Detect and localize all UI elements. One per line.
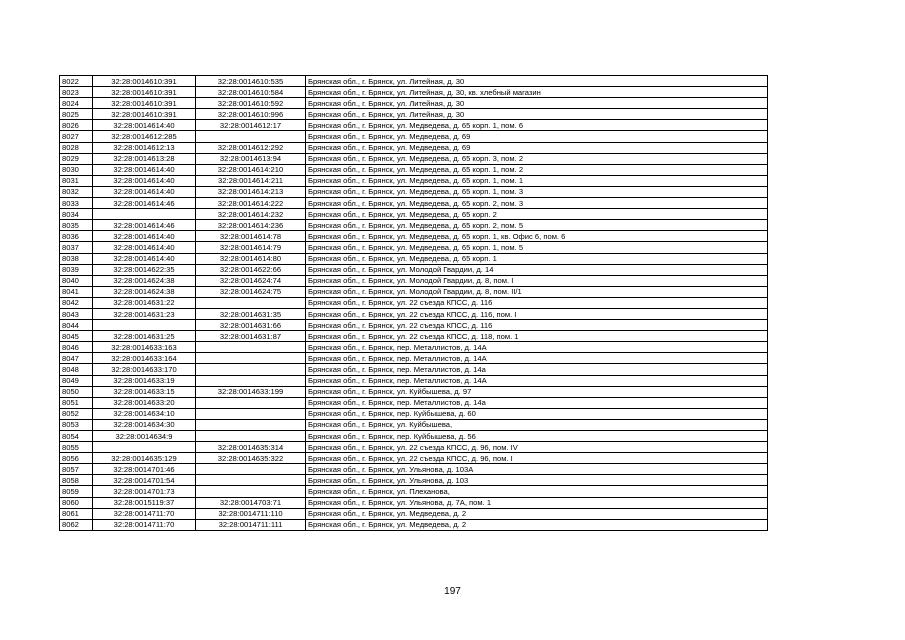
address-cell: Брянская обл., г. Брянск, ул. 22 съезда КПСС, д. 116 (306, 297, 768, 308)
row-number-cell: 8054 (60, 431, 93, 442)
address-cell: Брянская обл., г. Брянск, пер. Металлистов, д. 14а (306, 364, 768, 375)
land-cadastral-number-cell: 32:28:0014634:30 (93, 419, 196, 430)
land-cadastral-number-cell: 32:28:0014610:391 (93, 109, 196, 120)
address-cell: Брянская обл., г. Брянск, ул. 22 съезда КПСС, д. 116 (306, 320, 768, 331)
table-row (60, 431, 768, 442)
address-cell: Брянская обл., г. Брянск, ул. Литейная, д. 30 (306, 76, 768, 87)
table-row (60, 486, 768, 497)
address-cell: Брянская обл., г. Брянск, ул. Медведева, д. 65 корп. 2, пом. 5 (306, 220, 768, 231)
table-row (60, 153, 768, 164)
object-cadastral-number-cell (196, 475, 306, 486)
object-cadastral-number-cell: 32:28:0014703:71 (196, 497, 306, 508)
object-cadastral-number-cell (196, 353, 306, 364)
object-cadastral-number-cell (196, 397, 306, 408)
address-cell: Брянская обл., г. Брянск, ул. Плеханова, (306, 486, 768, 497)
object-cadastral-number-cell (196, 419, 306, 430)
row-number-cell: 8030 (60, 164, 93, 175)
row-number-cell: 8052 (60, 408, 93, 419)
table-row (60, 87, 768, 98)
table-row (60, 297, 768, 308)
address-cell: Брянская обл., г. Брянск, ул. Литейная, д. 30, кв. хлебный магазин (306, 87, 768, 98)
object-cadastral-number-cell: 32:28:0014711:111 (196, 519, 306, 530)
address-cell: Брянская обл., г. Брянск, ул. Молодой Гвардии, д. 14 (306, 264, 768, 275)
land-cadastral-number-cell: 32:28:0014711:70 (93, 508, 196, 519)
object-cadastral-number-cell: 32:28:0014610:996 (196, 109, 306, 120)
land-cadastral-number-cell: 32:28:0014631:25 (93, 331, 196, 342)
table-row (60, 475, 768, 486)
address-cell: Брянская обл., г. Брянск, ул. Медведева, д. 65 корп. 1, пом. 2 (306, 164, 768, 175)
table-row (60, 375, 768, 386)
land-cadastral-number-cell: 32:28:0014614:40 (93, 175, 196, 186)
object-cadastral-number-cell (196, 131, 306, 142)
row-number-cell: 8060 (60, 497, 93, 508)
table-row (60, 231, 768, 242)
land-cadastral-number-cell: 32:28:0014622:35 (93, 264, 196, 275)
land-cadastral-number-cell: 32:28:0014701:54 (93, 475, 196, 486)
row-number-cell: 8022 (60, 76, 93, 87)
object-cadastral-number-cell: 32:28:0014610:584 (196, 87, 306, 98)
land-cadastral-number-cell: 32:28:0014614:40 (93, 120, 196, 131)
table-row (60, 76, 768, 87)
address-cell: Брянская обл., г. Брянск, пер. Металлистов, д. 14а (306, 397, 768, 408)
address-cell: Брянская обл., г. Брянск, ул. 22 съезда КПСС, д. 96, пом. I (306, 453, 768, 464)
row-number-cell: 8048 (60, 364, 93, 375)
land-cadastral-number-cell: 32:28:0014624:38 (93, 286, 196, 297)
row-number-cell: 8056 (60, 453, 93, 464)
land-cadastral-number-cell: 32:28:0014701:46 (93, 464, 196, 475)
address-cell: Брянская обл., г. Брянск, ул. Медведева, д. 2 (306, 508, 768, 519)
object-cadastral-number-cell: 32:28:0014635:322 (196, 453, 306, 464)
property-register-sheet (59, 75, 768, 531)
table-row (60, 419, 768, 430)
row-number-cell: 8061 (60, 508, 93, 519)
table-row (60, 186, 768, 197)
land-cadastral-number-cell (93, 320, 196, 331)
object-cadastral-number-cell: 32:28:0014614:210 (196, 164, 306, 175)
row-number-cell: 8044 (60, 320, 93, 331)
table-row (60, 286, 768, 297)
object-cadastral-number-cell (196, 375, 306, 386)
table-row (60, 120, 768, 131)
row-number-cell: 8051 (60, 397, 93, 408)
object-cadastral-number-cell (196, 431, 306, 442)
row-number-cell: 8036 (60, 231, 93, 242)
address-cell: Брянская обл., г. Брянск, ул. 22 съезда КПСС, д. 116, пом. I (306, 308, 768, 319)
address-cell: Брянская обл., г. Брянск, ул. Медведева, д. 69 (306, 142, 768, 153)
row-number-cell: 8029 (60, 153, 93, 164)
land-cadastral-number-cell (93, 209, 196, 220)
table-row (60, 242, 768, 253)
land-cadastral-number-cell: 32:28:0014631:22 (93, 297, 196, 308)
object-cadastral-number-cell: 32:28:0014610:535 (196, 76, 306, 87)
address-cell: Брянская обл., г. Брянск, ул. Куйбышева, (306, 419, 768, 430)
table-row (60, 364, 768, 375)
row-number-cell: 8032 (60, 186, 93, 197)
object-cadastral-number-cell: 32:28:0014624:75 (196, 286, 306, 297)
row-number-cell: 8037 (60, 242, 93, 253)
address-cell: Брянская обл., г. Брянск, ул. Медведева, д. 65 корп. 1, пом. 5 (306, 242, 768, 253)
address-cell: Брянская обл., г. Брянск, ул. Медведева, д. 65 корп. 2, пом. 3 (306, 198, 768, 209)
address-cell: Брянская обл., г. Брянск, ул. Медведева, д. 65 корп. 1, пом. 1 (306, 175, 768, 186)
land-cadastral-number-cell: 32:28:0014711:70 (93, 519, 196, 530)
row-number-cell: 8053 (60, 419, 93, 430)
register-table-body (60, 76, 768, 531)
address-cell: Брянская обл., г. Брянск, пер. Металлистов, д. 14А (306, 353, 768, 364)
land-cadastral-number-cell: 32:28:0015119:37 (93, 497, 196, 508)
address-cell: Брянская обл., г. Брянск, ул. Молодой Гвардии, д. 8, пом. I (306, 275, 768, 286)
land-cadastral-number-cell: 32:28:0014614:40 (93, 164, 196, 175)
object-cadastral-number-cell: 32:28:0014631:35 (196, 308, 306, 319)
table-row (60, 331, 768, 342)
address-cell: Брянская обл., г. Брянск, ул. Медведева, д. 65 корп. 1, пом. 3 (306, 186, 768, 197)
land-cadastral-number-cell: 32:28:0014610:391 (93, 87, 196, 98)
address-cell: Брянская обл., г. Брянск, ул. 22 съезда КПСС, д. 96, пом. IV (306, 442, 768, 453)
object-cadastral-number-cell: 32:28:0014614:232 (196, 209, 306, 220)
land-cadastral-number-cell: 32:28:0014631:23 (93, 308, 196, 319)
row-number-cell: 8027 (60, 131, 93, 142)
land-cadastral-number-cell: 32:28:0014634:10 (93, 408, 196, 419)
address-cell: Брянская обл., г. Брянск, ул. Медведева, д. 2 (306, 519, 768, 530)
object-cadastral-number-cell: 32:28:0014614:78 (196, 231, 306, 242)
address-cell: Брянская обл., г. Брянск, ул. Литейная, д. 30 (306, 109, 768, 120)
row-number-cell: 8033 (60, 198, 93, 209)
object-cadastral-number-cell: 32:28:0014614:222 (196, 198, 306, 209)
table-row (60, 131, 768, 142)
row-number-cell: 8055 (60, 442, 93, 453)
row-number-cell: 8039 (60, 264, 93, 275)
row-number-cell: 8026 (60, 120, 93, 131)
row-number-cell: 8050 (60, 386, 93, 397)
object-cadastral-number-cell: 32:28:0014633:199 (196, 386, 306, 397)
table-row (60, 386, 768, 397)
table-row (60, 497, 768, 508)
land-cadastral-number-cell: 32:28:0014610:391 (93, 76, 196, 87)
land-cadastral-number-cell: 32:28:0014614:46 (93, 198, 196, 209)
row-number-cell: 8049 (60, 375, 93, 386)
row-number-cell: 8024 (60, 98, 93, 109)
property-register-table (59, 75, 768, 531)
land-cadastral-number-cell: 32:28:0014614:40 (93, 231, 196, 242)
land-cadastral-number-cell (93, 442, 196, 453)
address-cell: Брянская обл., г. Брянск, ул. Медведева, д. 65 корп. 1, кв. Офис 6, пом. 6 (306, 231, 768, 242)
table-row (60, 397, 768, 408)
row-number-cell: 8041 (60, 286, 93, 297)
land-cadastral-number-cell: 32:28:0014701:73 (93, 486, 196, 497)
address-cell: Брянская обл., г. Брянск, ул. Литейная, д. 30 (306, 98, 768, 109)
row-number-cell: 8045 (60, 331, 93, 342)
address-cell: Брянская обл., г. Брянск, ул. Куйбышева, д. 97 (306, 386, 768, 397)
object-cadastral-number-cell: 32:28:0014614:79 (196, 242, 306, 253)
object-cadastral-number-cell: 32:28:0014631:87 (196, 331, 306, 342)
land-cadastral-number-cell: 32:28:0014612:285 (93, 131, 196, 142)
row-number-cell: 8046 (60, 342, 93, 353)
object-cadastral-number-cell: 32:28:0014711:110 (196, 508, 306, 519)
object-cadastral-number-cell (196, 486, 306, 497)
address-cell: Брянская обл., г. Брянск, ул. Ульянова, д. 103А (306, 464, 768, 475)
table-row (60, 264, 768, 275)
land-cadastral-number-cell: 32:28:0014633:15 (93, 386, 196, 397)
object-cadastral-number-cell: 32:28:0014622:66 (196, 264, 306, 275)
object-cadastral-number-cell (196, 464, 306, 475)
table-row (60, 109, 768, 120)
object-cadastral-number-cell: 32:28:0014612:17 (196, 120, 306, 131)
table-row (60, 198, 768, 209)
row-number-cell: 8031 (60, 175, 93, 186)
row-number-cell: 8023 (60, 87, 93, 98)
table-row (60, 464, 768, 475)
table-row (60, 253, 768, 264)
row-number-cell: 8025 (60, 109, 93, 120)
object-cadastral-number-cell: 32:28:0014612:292 (196, 142, 306, 153)
address-cell: Брянская обл., г. Брянск, ул. Ульянова, д. 7А, пом. 1 (306, 497, 768, 508)
object-cadastral-number-cell (196, 342, 306, 353)
object-cadastral-number-cell: 32:28:0014614:211 (196, 175, 306, 186)
land-cadastral-number-cell: 32:28:0014634:9 (93, 431, 196, 442)
address-cell: Брянская обл., г. Брянск, ул. 22 съезда КПСС, д. 118, пом. 1 (306, 331, 768, 342)
object-cadastral-number-cell: 32:28:0014624:74 (196, 275, 306, 286)
object-cadastral-number-cell (196, 408, 306, 419)
row-number-cell: 8040 (60, 275, 93, 286)
row-number-cell: 8035 (60, 220, 93, 231)
table-row (60, 209, 768, 220)
row-number-cell: 8058 (60, 475, 93, 486)
table-row (60, 519, 768, 530)
land-cadastral-number-cell: 32:28:0014613:28 (93, 153, 196, 164)
land-cadastral-number-cell: 32:28:0014614:40 (93, 253, 196, 264)
table-row (60, 308, 768, 319)
address-cell: Брянская обл., г. Брянск, пер. Куйбышева, д. 56 (306, 431, 768, 442)
row-number-cell: 8043 (60, 308, 93, 319)
land-cadastral-number-cell: 32:28:0014633:163 (93, 342, 196, 353)
land-cadastral-number-cell: 32:28:0014633:164 (93, 353, 196, 364)
row-number-cell: 8062 (60, 519, 93, 530)
row-number-cell: 8038 (60, 253, 93, 264)
address-cell: Брянская обл., г. Брянск, пер. Куйбышева, д. 60 (306, 408, 768, 419)
land-cadastral-number-cell: 32:28:0014614:46 (93, 220, 196, 231)
address-cell: Брянская обл., г. Брянск, пер. Металлистов, д. 14А (306, 342, 768, 353)
land-cadastral-number-cell: 32:28:0014610:391 (93, 98, 196, 109)
object-cadastral-number-cell (196, 297, 306, 308)
table-row (60, 275, 768, 286)
table-row (60, 164, 768, 175)
table-row (60, 453, 768, 464)
land-cadastral-number-cell: 32:28:0014633:19 (93, 375, 196, 386)
object-cadastral-number-cell: 32:28:0014614:213 (196, 186, 306, 197)
table-row (60, 175, 768, 186)
row-number-cell: 8057 (60, 464, 93, 475)
object-cadastral-number-cell: 32:28:0014613:94 (196, 153, 306, 164)
table-row (60, 98, 768, 109)
land-cadastral-number-cell: 32:28:0014633:20 (93, 397, 196, 408)
row-number-cell: 8034 (60, 209, 93, 220)
table-row (60, 408, 768, 419)
land-cadastral-number-cell: 32:28:0014624:38 (93, 275, 196, 286)
row-number-cell: 8047 (60, 353, 93, 364)
object-cadastral-number-cell: 32:28:0014610:592 (196, 98, 306, 109)
row-number-cell: 8042 (60, 297, 93, 308)
object-cadastral-number-cell (196, 364, 306, 375)
land-cadastral-number-cell: 32:28:0014635:129 (93, 453, 196, 464)
table-row (60, 220, 768, 231)
land-cadastral-number-cell: 32:28:0014614:40 (93, 186, 196, 197)
table-row (60, 320, 768, 331)
row-number-cell: 8028 (60, 142, 93, 153)
page-number: 197 (444, 586, 461, 597)
table-row (60, 442, 768, 453)
address-cell: Брянская обл., г. Брянск, ул. Медведева, д. 65 корп. 1, пом. 6 (306, 120, 768, 131)
address-cell: Брянская обл., г. Брянск, ул. Медведева, д. 65 корп. 2 (306, 209, 768, 220)
address-cell: Брянская обл., г. Брянск, ул. Молодой Гвардии, д. 8, пом. II/1 (306, 286, 768, 297)
object-cadastral-number-cell: 32:28:0014614:80 (196, 253, 306, 264)
object-cadastral-number-cell: 32:28:0014614:236 (196, 220, 306, 231)
land-cadastral-number-cell: 32:28:0014612:13 (93, 142, 196, 153)
object-cadastral-number-cell: 32:28:0014631:66 (196, 320, 306, 331)
address-cell: Брянская обл., г. Брянск, ул. Ульянова, д. 103 (306, 475, 768, 486)
address-cell: Брянская обл., г. Брянск, ул. Медведева, д. 65 корп. 1 (306, 253, 768, 264)
object-cadastral-number-cell: 32:28:0014635:314 (196, 442, 306, 453)
table-row (60, 508, 768, 519)
land-cadastral-number-cell: 32:28:0014614:40 (93, 242, 196, 253)
land-cadastral-number-cell: 32:28:0014633:170 (93, 364, 196, 375)
address-cell: Брянская обл., г. Брянск, ул. Медведева, д. 65 корп. 3, пом. 2 (306, 153, 768, 164)
row-number-cell: 8059 (60, 486, 93, 497)
table-row (60, 353, 768, 364)
address-cell: Брянская обл., г. Брянск, пер. Металлистов, д. 14А (306, 375, 768, 386)
table-row (60, 342, 768, 353)
table-row (60, 142, 768, 153)
address-cell: Брянская обл., г. Брянск, ул. Медведева, д. 69 (306, 131, 768, 142)
